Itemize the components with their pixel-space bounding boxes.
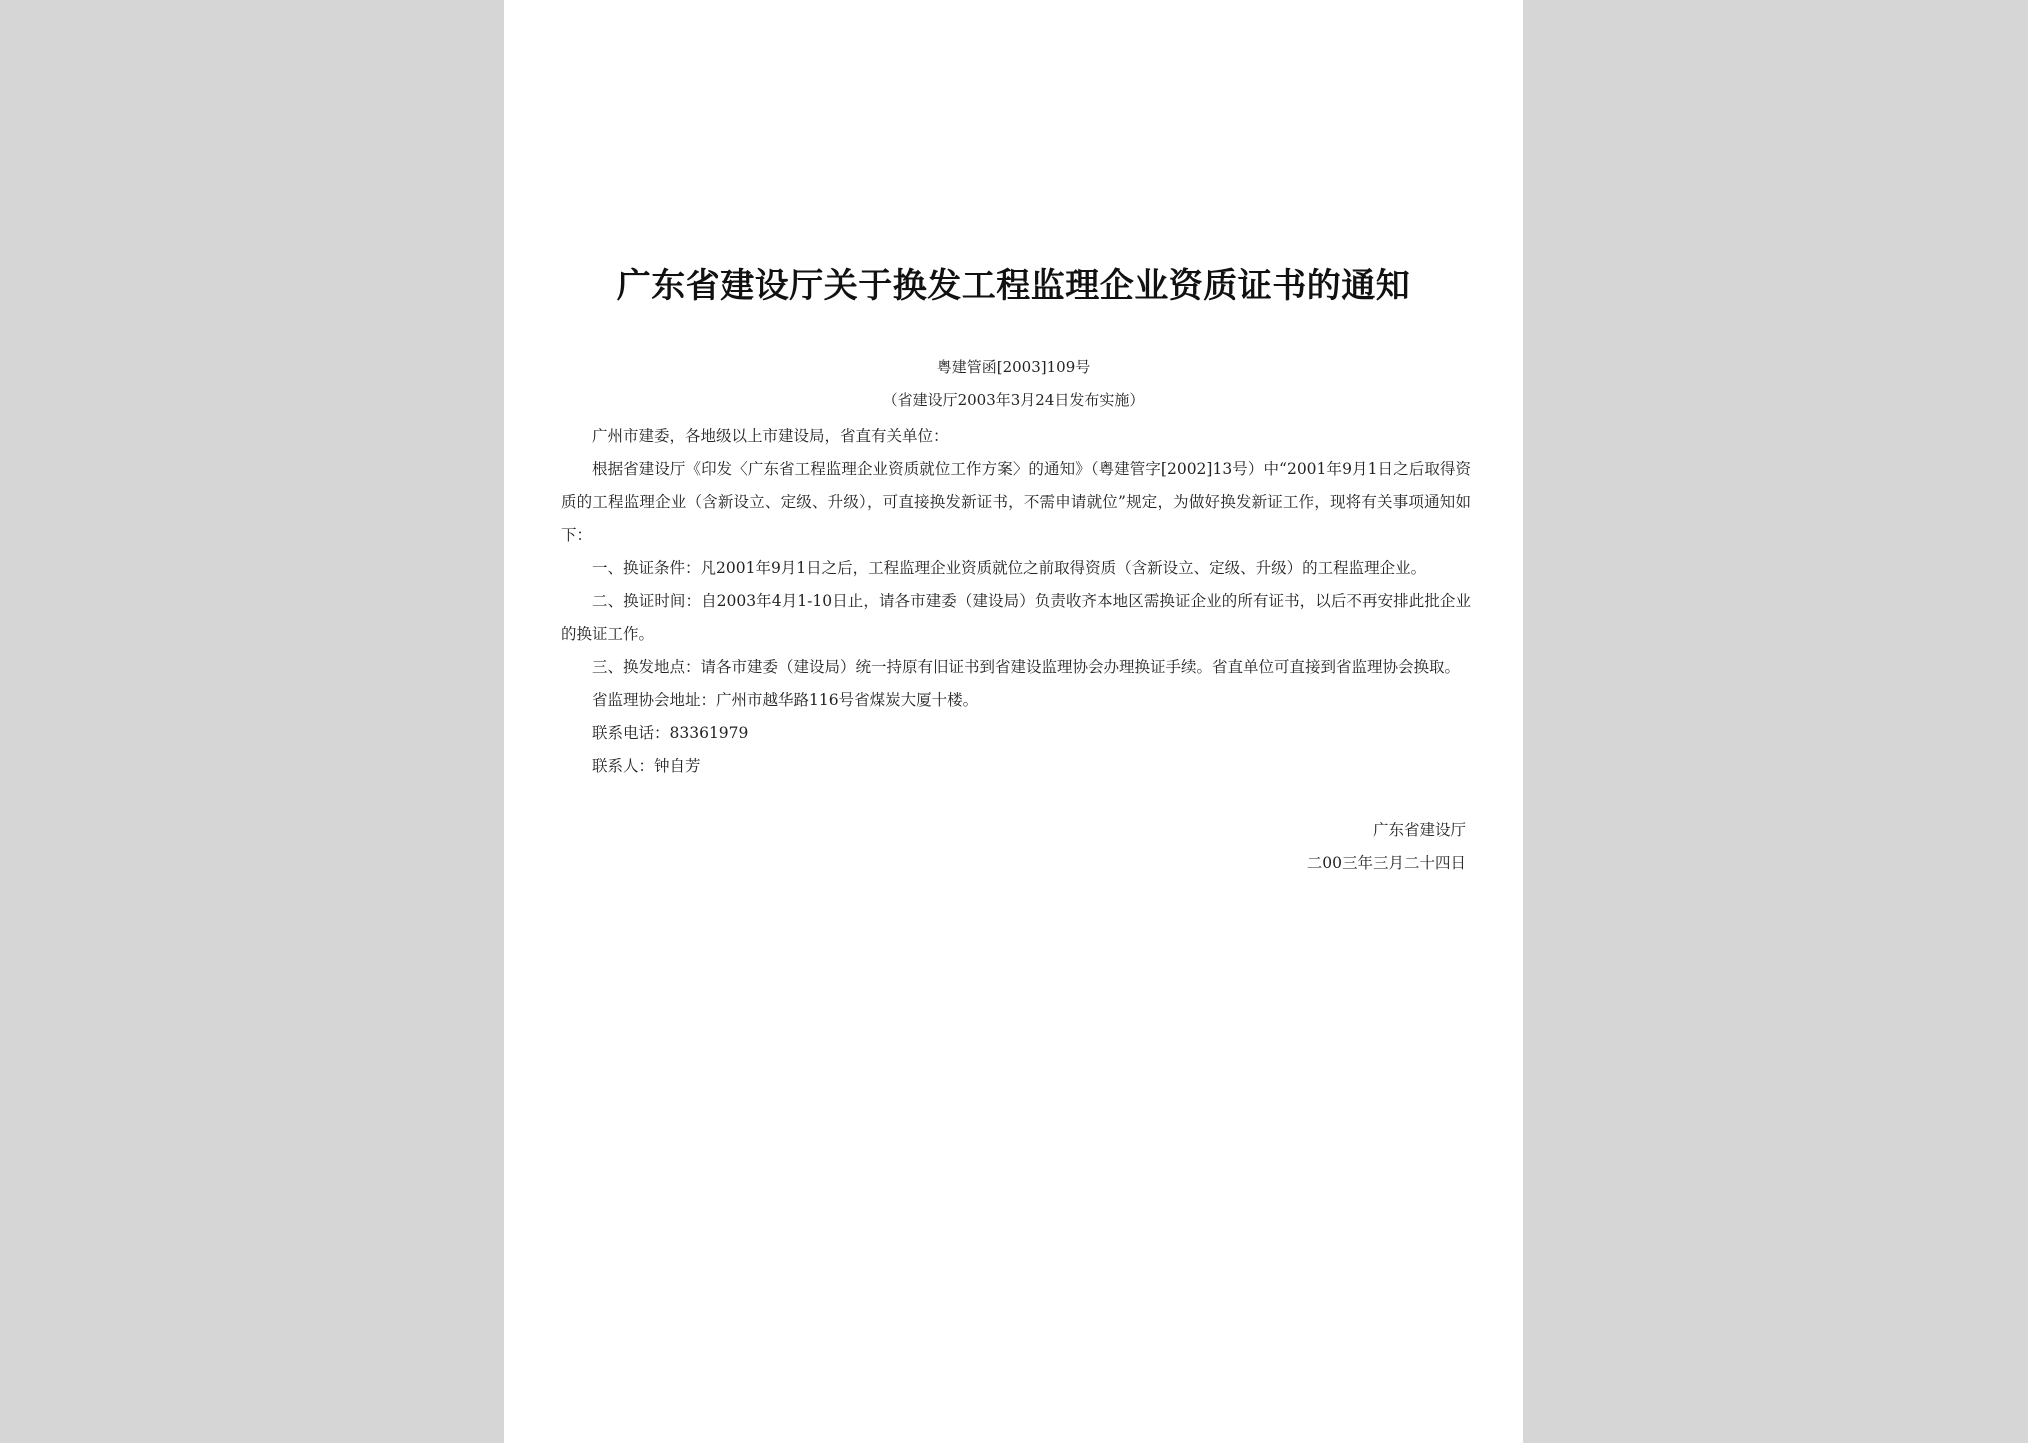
signature-block <box>1307 814 1466 880</box>
signature-date: 二00三年三月二十四日 <box>1306 854 1466 872</box>
item-3-paragraph: 三、换发地点：请各市建委（建设局）统一持原有旧证书到省建设监理协会办理换证手续。省直单位可直接到省监理协会换取。 <box>592 658 1461 676</box>
document-number: 粤建管函[2003]109号 <box>936 358 1091 376</box>
addressee-paragraph: 广州市建委，各地级以上市建设局，省直有关单位： <box>592 427 949 445</box>
item-2-paragraph: 二、换证时间：自2003年4月1-10日止，请各市建委（建设局）负责收齐本地区需换证企业的所有证书，以后不再安排此批企业的换证工作。 <box>561 592 1471 643</box>
document-title: 广东省建设厅关于换发工程监理企业资质证书的通知 <box>616 266 1411 306</box>
document-page <box>504 0 1523 1443</box>
contact-paragraph: 联系人：钟自芳 <box>592 757 701 775</box>
signature-org: 广东省建设厅 <box>1372 821 1466 839</box>
issued-note: （省建设厅2003年3月24日发布实施） <box>882 391 1145 409</box>
document-body <box>561 420 1471 783</box>
intro-paragraph: 根据省建设厅《印发〈广东省工程监理企业资质就位工作方案〉的通知》（粤建管字[2002]13号）中“2001年9月1日之后取得资质的工程监理企业（含新设立、定级、升级），可直接换发新证书，不需申请就位”规定，为做好换发新证工作，现将有关事项通知如下： <box>561 460 1471 544</box>
item-1-paragraph: 一、换证条件：凡2001年9月1日之后，工程监理企业资质就位之前取得资质（含新设立、定级、升级）的工程监理企业。 <box>592 559 1427 577</box>
address-paragraph: 省监理协会地址：广州市越华路116号省煤炭大厦十楼。 <box>592 691 979 709</box>
phone-paragraph: 联系电话：83361979 <box>592 724 749 742</box>
